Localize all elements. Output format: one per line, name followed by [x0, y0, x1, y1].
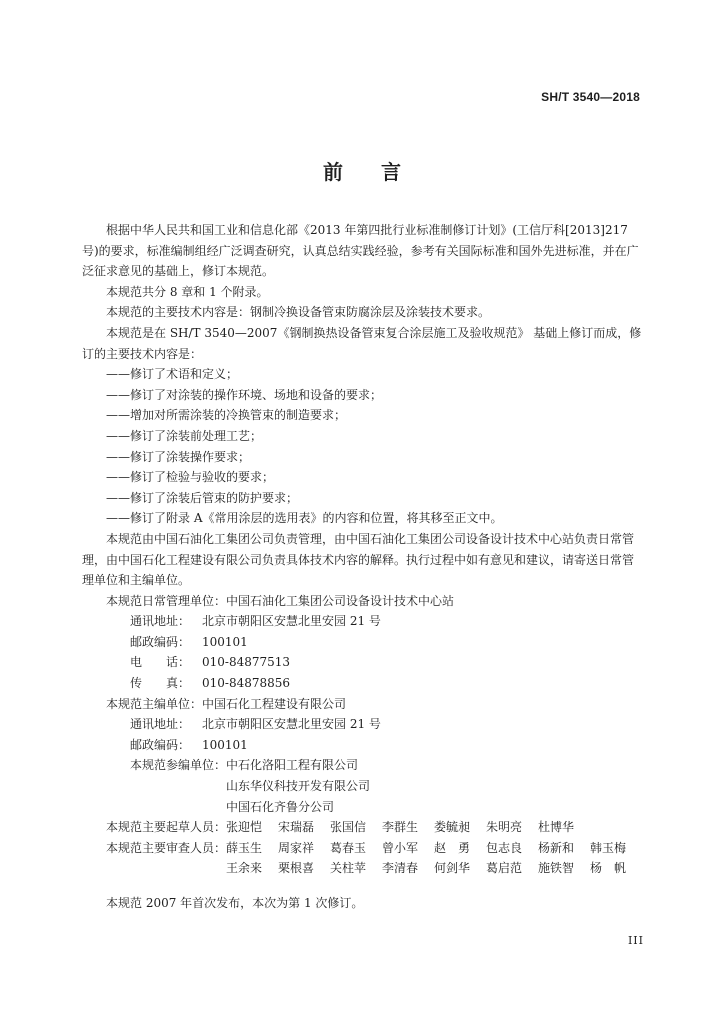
postcode-value: 100101 [202, 634, 248, 649]
postcode-label: 邮政编码： [130, 737, 191, 752]
tel-value: 010-84877513 [202, 655, 291, 670]
participating-units-row [82, 755, 642, 817]
daily-postcode-row [82, 632, 642, 653]
person-name: 韩玉梅 [590, 840, 627, 855]
daily-tel-row [82, 652, 642, 673]
drafters-row [82, 817, 642, 838]
intro-paragraph: 根据中华人民共和国工业和信息化部《2013 年第四批行业标准制修订计划》(工信厅科[2013]217 号)的要求，标准编制组经广泛调查研究，认真总结实践经验，参考有关国际标准和国外先进标准，并在广泛征求意见的基础上，修订本规范。 [82, 223, 639, 279]
address-label: 通讯地址： [130, 614, 191, 629]
title-char-1: 前 [323, 160, 343, 184]
list-item: ——增加对所需涂装的冷换管束的制造要求； [106, 408, 347, 423]
management-paragraph: 本规范由中国石油化工集团公司负责管理，由中国石油化工集团公司设备设计技术中心站负责日常管理，由中国石化工程建设有限公司负责具体技术内容的解释。执行过程中如有意见和建议，请寄送日常管理单位和主编单位。 [82, 531, 635, 588]
person-name: 杨 帆 [590, 861, 627, 876]
chief-unit-label: 本规范主编单位： [106, 696, 203, 711]
participating-units-list [226, 755, 370, 817]
title-char-2: 言 [381, 160, 401, 184]
daily-unit-label: 本规范日常管理单位： [106, 593, 227, 608]
person-name: 王余来 [226, 861, 263, 876]
structure-paragraph: 本规范共分 8 章和 1 个附录。 [106, 284, 269, 299]
postcode-value: 100101 [202, 737, 248, 752]
list-item: 中石化洛阳工程有限公司 [226, 758, 359, 773]
person-name: 李群生 [382, 820, 419, 835]
person-name: 赵 勇 [434, 840, 471, 855]
list-item: ——修订了涂装操作要求； [106, 449, 251, 464]
person-name: 宋瑞磊 [278, 820, 315, 835]
page-number: III [627, 934, 644, 947]
drafters-names [226, 817, 642, 838]
daily-address-row [82, 611, 642, 632]
reviewers-names [226, 838, 642, 879]
chief-postcode-row [82, 735, 642, 756]
person-name: 朱明亮 [486, 820, 523, 835]
person-name: 何剑华 [434, 861, 471, 876]
person-name: 薛玉生 [226, 840, 263, 855]
daily-fax-row [82, 673, 642, 694]
address-label: 通讯地址： [130, 717, 191, 732]
chief-address-row [82, 714, 642, 735]
address-value: 北京市朝阳区安慧北里安园 21 号 [202, 717, 381, 732]
chief-unit-name: 中国石化工程建设有限公司 [202, 696, 347, 711]
page-title [0, 156, 724, 185]
person-name: 葛春玉 [330, 840, 367, 855]
revision-list [82, 364, 642, 529]
standard-number: SH/T 3540—2018 [541, 90, 640, 104]
person-name: 张国信 [330, 820, 367, 835]
person-name: 张迎恺 [226, 820, 263, 835]
person-name: 娄毓昶 [434, 820, 471, 835]
tel-label: 电 话： [130, 655, 191, 670]
person-name: 杨新和 [538, 840, 575, 855]
drafters-label: 本规范主要起草人员： [106, 820, 227, 835]
list-item: ——修订了术语和定义； [106, 367, 239, 382]
daily-unit-name: 中国石油化工集团公司设备设计技术中心站 [226, 593, 455, 608]
chief-unit-row [82, 694, 642, 715]
revision-basis-paragraph: 本规范是在 SH/T 3540—2007《钢制换热设备管束复合涂层施工及验收规范》 基础上修订而成，修订的主要技术内容是： [82, 325, 642, 361]
release-note: 本规范 2007 年首次发布，本次为第 1 次修订。 [106, 896, 364, 910]
person-name: 杜博华 [538, 820, 575, 835]
reviewers-label: 本规范主要审查人员： [106, 840, 227, 855]
list-item: ——修订了涂装后管束的防护要求； [106, 490, 299, 505]
list-item: 山东华仪科技开发有限公司 [226, 779, 371, 794]
postcode-label: 邮政编码： [130, 634, 191, 649]
person-name: 施铁智 [538, 861, 575, 876]
person-name: 葛启范 [486, 861, 523, 876]
person-name: 包志良 [486, 840, 523, 855]
participating-units-label: 本规范参编单位： [130, 758, 227, 773]
person-name: 周家祥 [278, 840, 315, 855]
fax-label: 传 真： [130, 676, 191, 691]
reviewers-row [82, 838, 642, 879]
person-name: 李清春 [382, 861, 419, 876]
fax-value: 010-84878856 [202, 676, 291, 691]
list-item: 中国石化齐鲁分公司 [226, 799, 335, 814]
person-name: 关柱苹 [330, 861, 367, 876]
document-body [82, 220, 642, 914]
list-item: ——修订了对涂装的操作环境、场地和设备的要求； [106, 387, 383, 402]
list-item: ——修订了涂装前处理工艺； [106, 428, 263, 443]
person-name: 曾小军 [382, 840, 419, 855]
list-item: ——修订了检验与验收的要求； [106, 470, 275, 485]
address-value: 北京市朝阳区安慧北里安园 21 号 [202, 614, 381, 629]
daily-unit-row [82, 591, 642, 612]
list-item: ——修订了附录 A《常用涂层的选用表》的内容和位置，将其移至正文中。 [106, 511, 503, 526]
person-name: 栗根喜 [278, 861, 315, 876]
content-paragraph: 本规范的主要技术内容是：钢制冷换设备管束防腐涂层及涂装技术要求。 [106, 305, 491, 320]
